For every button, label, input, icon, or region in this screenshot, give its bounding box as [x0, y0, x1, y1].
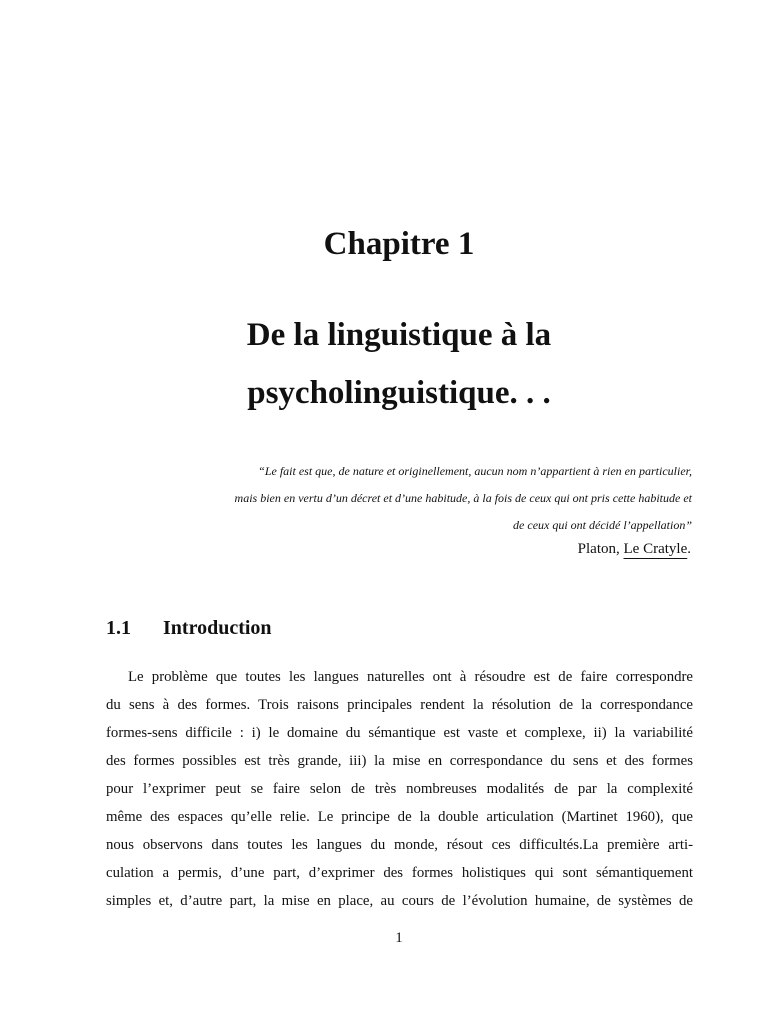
- body-line: pour l’exprimer peut se faire selon de très nombreuses modalités de par la complexité: [106, 781, 693, 797]
- epigraph-author: Platon,: [577, 541, 624, 557]
- epigraph-trailing-punctuation: .: [687, 541, 691, 557]
- body-line: nous observons dans toutes les langues du monde, résout ces difficultés.La première arti-: [106, 837, 693, 853]
- chapter-title: [0, 306, 768, 422]
- chapter-label: Chapitre 1: [323, 226, 475, 262]
- body-line: simples et, d’autre part, la mise en place, au cours de l’évolution humaine, de systèmes de: [106, 893, 693, 909]
- epigraph-work-title: Le Cratyle: [623, 541, 688, 557]
- body-paragraph: [106, 663, 693, 915]
- body-line: du sens à des formes. Trois raisons principales rendent la résolution de la correspondance: [106, 697, 693, 713]
- epigraph-line: de ceux qui ont décidé l’appellation”: [513, 518, 692, 532]
- body-line: des formes possibles est très grande, iii) la mise en correspondance du sens et des formes: [106, 753, 693, 769]
- body-line: formes-sens difficile : i) le domaine du sémantique est vaste et complexe, ii) la variabilité: [106, 725, 693, 741]
- epigraph-line: “Le fait est que, de nature et originellement, aucun nom n’appartient à rien en particulier,: [258, 464, 692, 478]
- epigraph-line: mais bien en vertu d’un décret et d’une habitude, à la fois de ceux qui ont pris cette habitude et: [234, 491, 692, 505]
- epigraph-attribution: [106, 538, 691, 560]
- body-line: culation a permis, d’une part, d’exprimer des formes holistiques qui sont sémantiquement: [106, 865, 693, 881]
- body-line: même des espaces qu’elle relie. Le principe de la double articulation (Martinet 1960), que: [106, 809, 693, 825]
- section-title: Introduction: [163, 617, 272, 639]
- page-number: 1: [395, 930, 403, 946]
- chapter-title-line-1: De la linguistique à la: [246, 317, 552, 353]
- body-line: Le problème que toutes les langues naturelles ont à résoudre est de faire correspondre: [128, 669, 693, 685]
- chapter-title-line-2: psycholinguistique. . .: [247, 375, 551, 411]
- epigraph-quote: [106, 458, 692, 539]
- section-number: 1.1: [106, 617, 131, 639]
- section-heading: [106, 614, 692, 642]
